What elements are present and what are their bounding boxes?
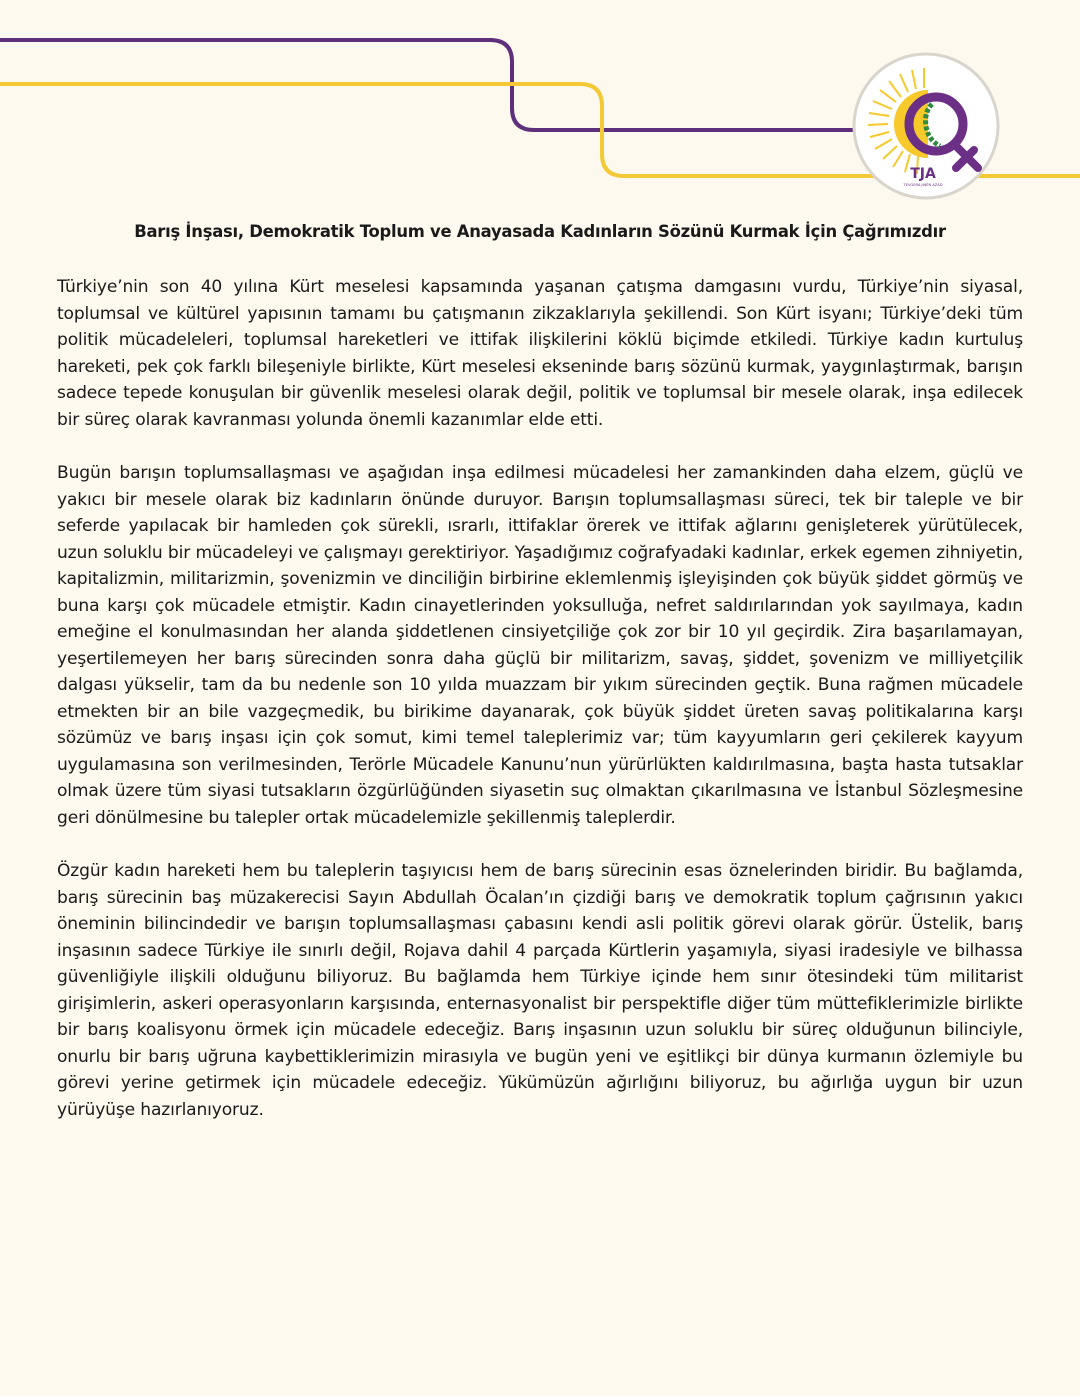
tja-logo (852, 52, 1000, 200)
paragraph: Türkiye’nin son 40 yılına Kürt meselesi kapsamında yaşanan çatışma damgasını vurdu, Türkiye’nin siyasal, toplumsal ve kültürel yapısının tamamı bu çatışmanın zikzaklarıyla şekillendi. Son Kürt isyanı; Türkiye’deki tüm politik mücadeleleri, toplumsal hareketleri ve ittifak ilişkilerini köklü biçimde etkiledi. Türkiye kadın kurtuluş hareketi, pek çok farklı bileşeniyle birlikte, Kürt meselesi ekseninde barış sözünü kurmak, yaygınlaştırmak, barışın sadece tepede konuşulan bir güvenlik meselesi olarak değil, politik ve toplumsal bir mesele olarak, inşa edilecek bir süreç olarak kavranması yolunda önemli kazanımlar elde etti. (57, 277, 1023, 430)
document-body (57, 274, 1023, 1150)
logo-text: TJA (910, 166, 936, 182)
paragraph: Bugün barışın toplumsallaşması ve aşağıdan inşa edilmesi mücadelesi her zamankinden daha elzem, güçlü ve yakıcı bir mesele olarak biz kadınların önünde duruyor. Barışın toplumsallaşması süreci, tek bir taleple ve bir seferde yapılacak bir hamleden çok sürekli, ısrarlı, ittifaklar örerek ve ittifak ağlarını genişleterek yürütülecek, uzun soluklu bir mücadeleyi ve çalışmayı gerektiriyor. Yaşadığımız coğrafyadaki kadınlar, erkek egemen zihniyetin, kapitalizmin, militarizmin, şovenizmin ve dinciliğin birbirine eklemlenmiş işleyişinden çok büyük şiddet görmüş ve buna karşı çok mücadele etmiştir. Kadın cinayetlerinden yoksulluğa, nefret saldırılarından yok sayılmaya, kadın emeğine el konulmasından her alanda şiddetlenen cinsiyetçiliğe çok zor bir 10 yıl geçirdik. Zira başarılamayan, yeşertilemeyen her barış sürecinden sonra daha güçlü bir militarizm, savaş, şiddet, şovenizm ve milliyetçilik dalgası yükselir, tam da bu nedenle son 10 yılda muazzam bir yıkım sürecinden geçtik. Buna rağmen mücadele etmekten bir an bile vazgeçmedik, bu birikime dayanarak, çok büyük şiddet üreten savaş politikalarına karşı sözümüz ve barış inşası için çok somut, kimi temel taleplerimiz var; tüm kayyumların geri çekilerek kayyum uygulamasına son verilmesinden, Terörle Mücadele Kanunu’nun yürürlükten kaldırılmasına, başta hasta tutsaklar olmak üzere tüm siyasi tutsakların özgürlüğünden siyasetin suç olmaktan çıkarılmasına ve İstanbul Sözleşmesine geri dönülmesine bu talepler ortak mücadelemizle şekillenmiş taleplerdir. (57, 463, 1023, 828)
paragraph: Özgür kadın hareketi hem bu taleplerin taşıyıcısı hem de barış sürecinin esas öznelerinden biridir. Bu bağlamda, barış sürecinin baş müzakerecisi Sayın Abdullah Öcalan’ın çizdiği barış ve demokratik toplum çağrısının yakıcı öneminin bilincindedir ve barışın toplumsallaşması çabasını kendi asli politik görevi olarak görür. Üstelik, barış inşasının sadece Türkiye ile sınırlı değil, Rojava dahil 4 parçada Kürtlerin yaşamıyla, siyasi iradesiyle ve bilhassa güvenliğiyle ilişkili olduğunu biliyoruz. Bu bağlamda hem Türkiye içinde hem sınır ötesindeki tüm militarist girişimlerin, askeri operasyonların karşısında, enternasyonalist bir perspektifle diğer tüm müttefiklerimizle birlikte bir barış koalisyonu örmek için mücadele edeceğiz. Barış inşasının uzun soluklu bir süreç olduğunun bilinciyle, onurlu bir barış uğruna kaybettiklerimizin mirasıyla ve bugün yeni ve eşitlikçi bir dünya kurmanın özlemiyle bu görevi yerine getirmek için mücadele edeceğiz. Yükümüzün ağırlığını biliyoruz, bu ağırlığa uygun bir uzun yürüyüşe hazırlanıyoruz. (57, 861, 1023, 1120)
page-title: Barış İnşası, Demokratik Toplum ve Anayasada Kadınların Sözünü Kurmak İçin Çağrımızdır (134, 222, 946, 241)
logo-subtext: TEVGERA JINÊN AZAD (903, 183, 943, 187)
